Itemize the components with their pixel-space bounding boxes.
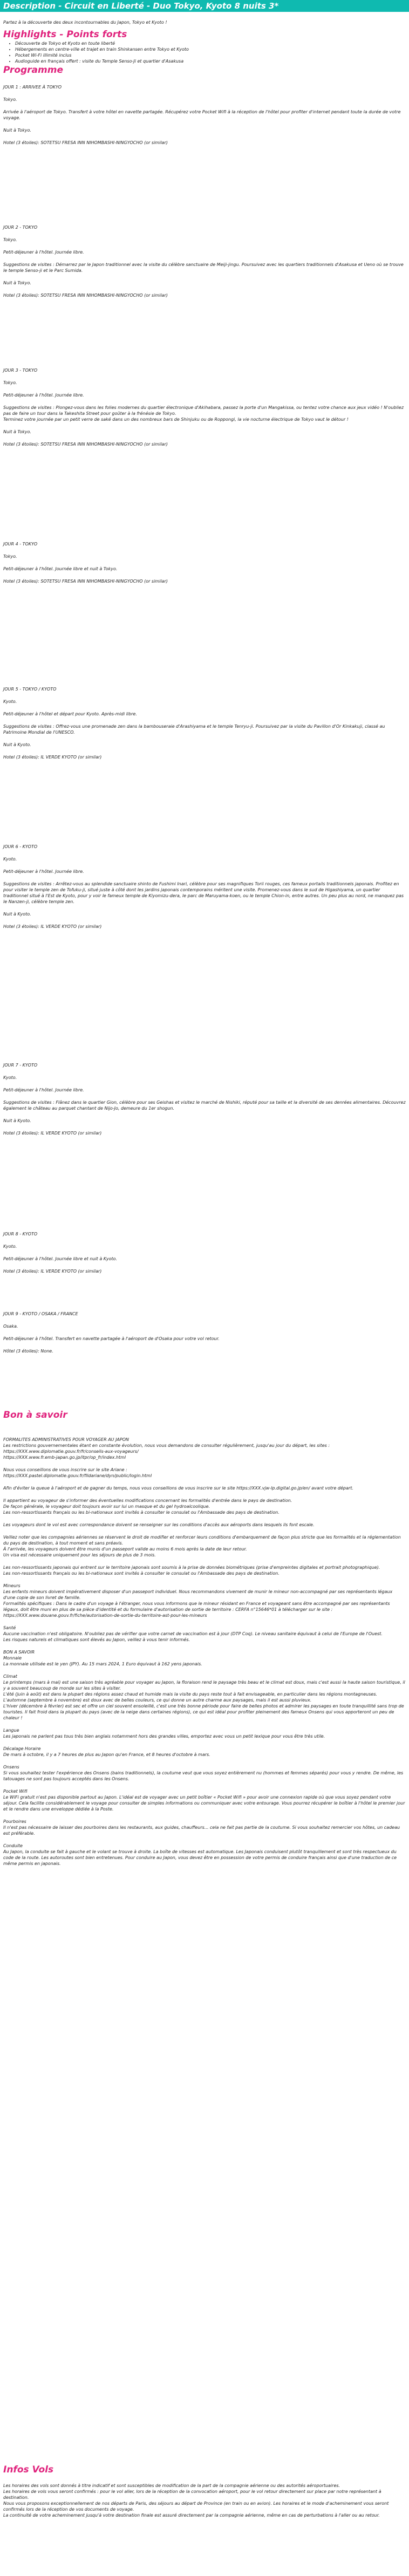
day-title: JOUR 7 - KYOTO xyxy=(3,1063,38,1068)
day-meal: Petit-déjeuner à l'hôtel. Journée libre et nuit à Kyoto. xyxy=(3,1256,118,1261)
day-body: Arrivée à l'aéroport de Tokyo. Transfert à votre hôtel en navette partagée. Récupérez votre Pocket Wifi à la réception de l'hôtel pour profiter d'internet pendant toute la durée de votre voyage. xyxy=(3,110,401,120)
info-paragraph: Les voyageurs dont le vol est avec correspondance doivent se renseigner sur les conditions d'accès aux aéroports dans lesquels ils font escale. xyxy=(3,1522,315,1527)
day-block xyxy=(3,1311,406,1361)
info-paragraph: Pocket Wifi Le WiFi gratuit n'est pas disponible partout au Japon. L'idéal est de voyager avec un petit boîtier « Pocket Wifi » pour avoir une connexion rapide où que vous soyez pendant votre séjour. Cela facilite considérablement le voyage pour consulter de simples informations ou communiquer avec votre entourage. Vous pourrez récupérer le boîtier à l'hôtel le premier jour et le rendre dans une enveloppe dédiée à la Poste. xyxy=(3,1789,405,1812)
info-paragraph: Santé Aucune vaccination n'est obligatoire. N'oubliez pas de vérifier que votre carnet de vaccination est à jour (DTP Coq). Le niveau sanitaire équivaut à celui de l'Europe de l'Ouest. Les risques naturels et climatiques sont élevés au Japon, veillez à vous tenir informés. xyxy=(3,1625,383,1642)
day-city: Kyoto. xyxy=(3,1244,17,1249)
info-paragraph: Pourboires Il n'est pas nécessaire de laisser des pourboires dans les restaurants, aux guides, chauffeurs... cela ne fait pas partie de la coutume. Si vous souhaitez remercier vos hôtes, un cadeau est préférable. xyxy=(3,1819,400,1836)
day-night: Nuit à Tokyo. xyxy=(3,128,31,133)
day-block xyxy=(3,1231,406,1281)
day-city: Osaka. xyxy=(3,1324,18,1329)
info-paragraph: Les non-ressortissants japonais qui entrent sur le territoire japonais sont soumis à la prise de données biométriques (prise d'empreintes digitales et portrait photographique). Les non-ressortissants français ou les bi-nationaux sont invités à consulter le consulat ou l'Ambassade des pays de destination. xyxy=(3,1565,380,1576)
day-night: Hôtel (3 étoiles): None. xyxy=(3,1349,53,1354)
highlight-item: • Audioguide en français offert : visite du Temple Senso-Ji et quartier d'Asakusa xyxy=(15,58,406,64)
highlight-item: • Hébergements en centre-ville et trajet en train Shinkansen entre Tokyo et Kyoto xyxy=(15,46,406,52)
day-body: Suggestions de visites : Flânez dans le quartier Gion, célèbre pour ses Geishas et visitez le marché de Nishiki, réputé pour sa taille et la diversité de ses denrées alimentaires. Découvrez également le château au parquet chantant de Nijo-Jo, demeure du 1er shogun. xyxy=(3,1100,406,1111)
day-city: Tokyo. xyxy=(3,97,17,102)
day-night: Nuit à Tokyo. xyxy=(3,429,31,434)
day-city: Kyoto. xyxy=(3,857,17,862)
day-title: JOUR 2 - TOKYO xyxy=(3,225,38,230)
day-title: JOUR 6 - KYOTO xyxy=(3,844,38,849)
highlights-heading: Highlights - Points forts xyxy=(3,29,127,40)
info-paragraph: Décalage Horaire De mars à octobre, il y a 7 heures de plus au Japon qu'en France, et 8 heures d'octobre à mars. xyxy=(3,1746,210,1757)
day-title: JOUR 5 - TOKYO / KYOTO xyxy=(3,687,57,692)
day-block xyxy=(3,541,406,591)
day-hotel: Hotel (3 étoiles): IL VERDE KYOTO (or similar) xyxy=(3,924,102,929)
day-block xyxy=(3,367,406,454)
intro: Partez à la découverte des deux incontournables du Japon, Tokyo et Kyoto ! xyxy=(3,20,167,25)
day-hotel: Hotel (3 étoiles): SOTETSU FRESA INN NIHOMBASHI-NINGYOCHO (or similar) xyxy=(3,140,168,145)
day-meal: Petit-déjeuner à l'hôtel et départ pour Kyoto. Après-midi libre. xyxy=(3,712,137,716)
page-title: Description - Circuit en Liberté - Duo Tokyo, Kyoto 8 nuits 3* xyxy=(0,0,409,12)
infos-body xyxy=(3,2483,406,2518)
info-paragraph: Onsens Si vous souhaitez tester l'expérience des Onsens (bains traditionnels), la coutume veut que vous soyez entièrement nu (hommes et femmes séparés) pour vous y rendre. De même, les tatouages ne sont pas toujours acceptés dans les Onsens. xyxy=(3,1765,404,1781)
day-hotel: Hotel (3 étoiles): IL VERDE KYOTO (or similar) xyxy=(3,1131,102,1136)
infos-heading: Infos Vols xyxy=(3,2464,54,2475)
day-block xyxy=(3,1062,406,1143)
day-block xyxy=(3,224,406,305)
highlight-item: • Découverte de Tokyo et Kyoto en toute liberté xyxy=(15,40,406,46)
info-paragraph: Climat Le printemps (mars à mai) est une saison très agréable pour voyager au Japon, la floraison rend le paysage très beau et le climat est doux, mais c'est aussi la haute saison touristique, il y a souvent beaucoup de monde sur les sites à visiter. L'été (juin à août) est dans la plupart des régions assez chaud et humide mais la visite du pays reste tout à fait envisageable, en particulier dans les régions montagneuses. L'automne (septembre à novembre) est doux avec de belles couleurs, ce qui donne un autre charme aux paysages, mais il est aussi pluvieux. L'hiver (décembre à février) est sec et offre un ciel souvent ensoleillé, c'est une très bonne période pour faire de belles photos et admirer les paysages en toute tranquillité sans trop de touristes. Il fait froid dans la plupart du pays (avec de la neige dans certaines régions), ce qui est idéal pour profiter pleinement des fameux Onsens qui vous apporteront un peu de chaleur ! xyxy=(3,1674,405,1720)
day-meal: Petit-déjeuner à l'hôtel. Journée libre. xyxy=(3,250,84,255)
day-body: Suggestions de visites : Démarrez par le Japon traditionnel avec la visite du célèbre sanctuaire de Meiji-jingu. Poursuivez avec les quartiers traditionnels d'Asakusa et Ueno où se trouve le temple Senso-ji et le Parc Sumida. xyxy=(3,262,404,273)
day-meal: Petit-déjeuner à l'hôtel. Journée libre. xyxy=(3,1088,84,1092)
info-paragraph: Conduite Au Japon, la conduite se fait à gauche et le volant se trouve à droite. La boîte de vitesses est automatique. Les Japonais conduisent plutôt tranquillement et sont très respectueux du code de la route. Les autoroutes sont bien entretenues. Pour conduire au Japon, vous devez être en possession de votre permis de conduire français ainsi que d'une traduction de ce même permis en japonais. xyxy=(3,1843,397,1866)
day-hotel: Hotel (3 étoiles): SOTETSU FRESA INN NIHOMBASHI-NINGYOCHO (or similar) xyxy=(3,293,168,298)
day-title: JOUR 8 - KYOTO xyxy=(3,1232,38,1236)
day-city: Kyoto. xyxy=(3,699,17,704)
day-body: Suggestions de visites : Plongez-vous dans les folies modernes du quartier électronique d'Akihabara, passez la porte d'un Mangakissa, ou tentez votre chance aux jeux vidéo ! N'oubliez pas de faire un tour dans la Takeshita Street pour goûter à la frénésie de Tokyo. Terminez votre journée par un petit verre de saké dans un des nombreux bars de Shinjuku ou de Roppongi, la vie nocturne électrique de Tokyo vaut le détour ! xyxy=(3,405,404,422)
day-body: Suggestions de visites : Offrez-vous une promenade zen dans la bambouseraie d'Arashiyama et le temple Tenryu-ji. Poursuivez par la visite du Pavillon d'Or Kinkakuji, classé au Patrimoine Mondial de l'UNESCO. xyxy=(3,724,385,735)
day-hotel: Hotel (3 étoiles): IL VERDE KYOTO (or similar) xyxy=(3,755,102,760)
day-night: Nuit à Kyoto. xyxy=(3,742,31,747)
highlights-list xyxy=(3,40,406,64)
day-hotel: Hotel (3 étoiles): SOTETSU FRESA INN NIHOMBASHI-NINGYOCHO (or similar) xyxy=(3,579,168,584)
day-city: Tokyo. xyxy=(3,380,17,385)
day-meal: Petit-déjeuner à l'hôtel. Journée libre et nuit à Tokyo. xyxy=(3,566,118,571)
day-city: Tokyo. xyxy=(3,554,17,559)
flight-info-paragraph: Les horaires des vols sont donnés à titre indicatif et sont susceptibles de modification de la part de la compagnie aérienne ou des autorités aéroportuaires. Les horaires de vols vous seront confirmés : pour le vol aller, lors de la réception de la convocation aéroport, pour le vol retour directement sur place par notre représentant à destination. Nous vous proposons exceptionnellement de nos départs de Paris, des séjours au départ de Province (en train ou en avion). Les horaires et le mode d'acheminement vous seront confirmés lors de la réception de vos documents de voyage. La continuité de votre acheminement jusqu'à votre destination finale est assuré directement par la compagnie aérienne, même en cas de perturbations à l'aller ou au retour. xyxy=(3,2483,389,2518)
day-city: Kyoto. xyxy=(3,1075,17,1080)
day-meal: Petit-déjeuner à l'hôtel. Journée libre. xyxy=(3,393,84,398)
info-paragraph: Langue Les japonais ne parlent pas tous très bien anglais notamment hors des grandes villes, emportez avec vous un petit lexique pour vous être très utile. xyxy=(3,1728,325,1739)
info-paragraph: Veillez noter que les compagnies aériennes se réservent le droit de modifier et renforcer leurs conditions d'embarquement de façon plus stricte que les formalités et la réglementation du pays de destination, à tout moment et sans préavis. À l'arrivée, les voyageurs doivent être munis d'un passeport valide au moins 6 mois après la date de leur retour. Un visa est nécessaire uniquement pour les séjours de plus de 3 mois. xyxy=(3,1535,401,1557)
day-meal: Petit-déjeuner à l'hôtel. Transfert en navette partagée à l'aéroport de d'Osaka pour votre vol retour. xyxy=(3,1336,220,1341)
info-paragraph: Nous vous conseillons de vous inscrire sur le site Ariane : https://XXX.pastel.diplomatie.gouv.fr/fildariane/dyn/public/login.html xyxy=(3,1467,152,1478)
day-block xyxy=(3,844,406,936)
day-body: Suggestions de visites : Arrêtez-vous au splendide sanctuaire shinto de Fushimi Inari, célèbre pour ses magnifiques Torii rouges, ces fameux portails traditionnels japonais. Profitez en pour visiter le temple zen de Tofuku-ji, situé juste à côté dont les jardins japonais contemporains méritent une visite. Promenez-vous dans le sud de Higashiyama, un quartier traditionnel situé à l'Est de Kyoto, pour y voir le fameux temple de Kiyomizu-dera, le parc de Maruyama-koen, ou le temple Chion-in, entre autres. Un peu plus au nord, ne manquez pas le Nanzen-ji, célèbre temple zen. xyxy=(3,882,404,904)
info-paragraph: Afin d'éviter la queue à l'aéroport et de gagner du temps, nous vous conseillons de vous inscrire sur le site https://XXX.vjw-lp.digital.go.jp/en/ avant votre départ. xyxy=(3,1486,353,1491)
day-title: JOUR 4 - TOKYO xyxy=(3,542,38,546)
day-hotel: Hotel (3 étoiles): SOTETSU FRESA INN NIHOMBASHI-NINGYOCHO (or similar) xyxy=(3,442,168,447)
highlight-item: • Pocket Wi-Fi illimité inclus xyxy=(15,52,406,58)
info-paragraph: Mineurs Les enfants mineurs doivent impérativement disposer d'un passeport individuel. Nous recommandons vivement de munir le mineur non-accompagné par ses représentants légaux d'une copie de son livret de famille. Formalités spécifiques : Dans le cadre d'un voyage à l'étranger, nous vous informons que le mineur résidant en France et voyageant sans être accompagné par ses représentants légaux, doit être muni en plus de sa pièce d'identité et du formulaire d'autorisation de sortie de territoire : CERFA n°15646*01 à télécharger sur le site : https://XXX.www.douane.gouv.fr/fiche/autorisation-de-sortie-du-territoire-ast-pour-les-mineurs xyxy=(3,1583,393,1618)
day-night: Nuit à Tokyo. xyxy=(3,281,31,285)
good-to-know-heading: Bon à savoir xyxy=(3,1410,67,1420)
day-city: Tokyo. xyxy=(3,237,17,242)
day-meal: Petit-déjeuner à l'hôtel. Journée libre. xyxy=(3,869,84,874)
day-block xyxy=(3,84,406,152)
day-night: Nuit à Kyoto. xyxy=(3,1118,31,1123)
day-title: JOUR 1 : ARRIVEE À TOKYO xyxy=(3,85,62,90)
good-to-know-body xyxy=(3,1437,406,1873)
day-hotel: Hotel (3 étoiles): IL VERDE KYOTO (or similar) xyxy=(3,1269,102,1274)
info-paragraph: Il appartient au voyageur de s'informer des éventuelles modifications concernant les formalités d'entrée dans le pays de destination. De façon générale, le voyageur doit toujours avoir sur lui un masque et du gel hydroalcoolique. Les non-ressortissants français ou les bi-nationaux sont invités à consulter le consulat ou l'Ambassade des pays de destination. xyxy=(3,1498,292,1515)
info-paragraph: BON A SAVOIR Monnaie La monnaie utilisée est le yen (JPY). Au 15 mars 2024, 1 Euro équivaut à 162 yens japonais. xyxy=(3,1650,202,1666)
day-title: JOUR 3 - TOKYO xyxy=(3,368,38,373)
day-title: JOUR 9 - KYOTO / OSAKA / FRANCE xyxy=(3,1311,78,1316)
program-heading: Programme xyxy=(3,65,63,76)
info-paragraph: FORMALITES ADMINISTRATIVES POUR VOYAGER AU JAPON Les restrictions gouvernementales étant en constante évolution, nous vous demandons de consulter régulièrement, jusqu'au jour du départ, les sites : https://XXX.www.diplomatie.gouv.fr/fr/conseils-aux-voyageurs/ https://XXX.www.fr.emb-japan.go.jp/itpr/op_fr/index.html xyxy=(3,1437,330,1460)
day-block xyxy=(3,686,406,767)
day-night: Nuit à Kyoto. xyxy=(3,912,31,917)
